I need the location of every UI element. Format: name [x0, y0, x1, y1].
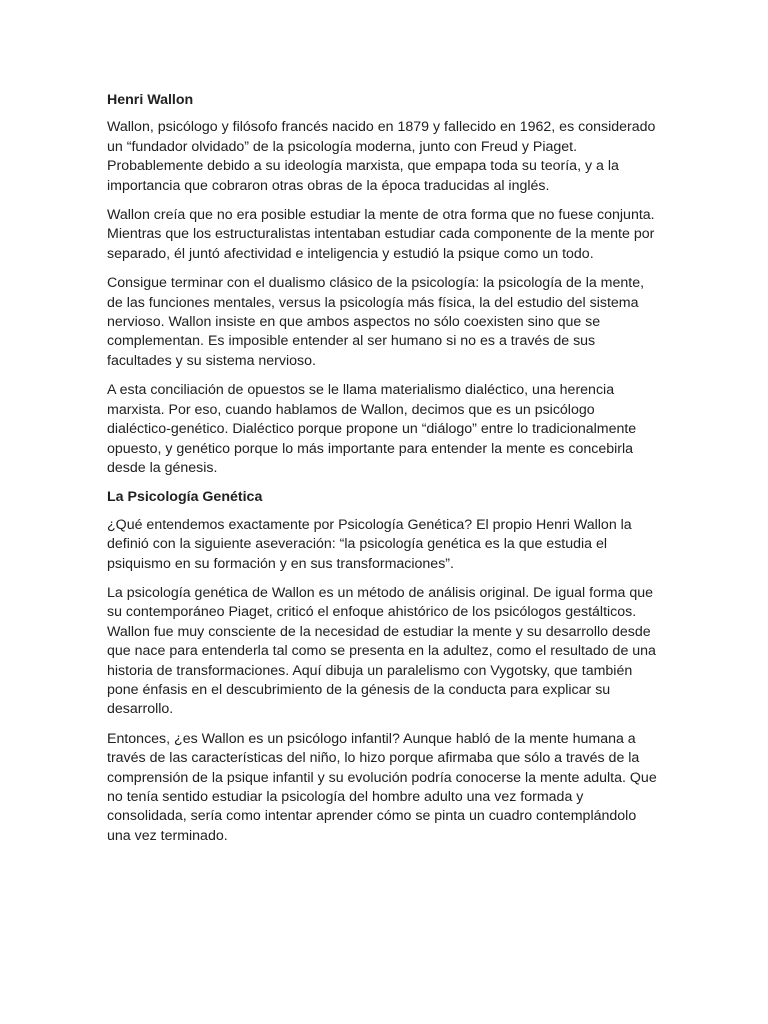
paragraph: Entonces, ¿es Wallon es un psicólogo infantil? Aunque habló de la mente humana a través de las características del niño, lo hizo porque afirmaba que sólo a través de la comprensión de la psique infantil y su evolución podría conocerse la mente adulta. Que no tenía sentido estudiar la psicología del hombre adulto una vez formada y consolidada, sería como intentar aprender cómo se pinta un cuadro contemplándolo una vez terminado.: [107, 730, 657, 844]
paragraph: A esta conciliación de opuestos se le llama materialismo dialéctico, una herencia marxista. Por eso, cuando hablamos de Wallon, decimos que es un psicólogo dialéctico-genético. Dialéctico porque propone un “diálogo” entre lo tradicionalmente opuesto, y genético porque lo más importante para entender la mente es concebirla desde la génesis.: [107, 382, 637, 476]
document-page: [107, 91, 657, 856]
paragraph: Wallon, psicólogo y filósofo francés nacido en 1879 y fallecido en 1962, es considerado un “fundador olvidado” de la psicología moderna, junto con Freud y Piaget. Probablemente debido a su ideología marxista, que empapa toda su teoría, y a la importancia que cobraron otras obras de la época traducidas al inglés.: [107, 119, 656, 194]
section-heading-henri-wallon: Henri Wallon: [107, 92, 194, 108]
section-heading-psicologia-genetica: La Psicología Genética: [107, 489, 263, 506]
paragraph: Wallon creía que no era posible estudiar la mente de otra forma que no fuese conjunta. Mientras que los estructuralistas intentaban estudiar cada componente de la mente por separado, él juntó afectividad e inteligencia y estudió la psique como un todo.: [107, 207, 655, 262]
paragraph: Consigue terminar con el dualismo clásico de la psicología: la psicología de la mente, de las funciones mentales, versus la psicología más física, la del estudio del sistema nervioso. Wallon insiste en que ambos aspectos no sólo coexisten sino que se complementan. Es imposible entender al ser humano si no es a través de sus facultades y su sistema nervioso.: [107, 275, 645, 369]
paragraph: La psicología genética de Wallon es un método de análisis original. De igual forma que su contemporáneo Piaget, criticó el enfoque ahistórico de los psicólogos gestálticos. Wallon fue muy consciente de la necesidad de estudiar la mente y su desarrollo desde que nace para entenderla tal como se presenta en la adultez, como el resultado de una historia de transformaciones. Aquí dibuja un paralelismo con Vygotsky, que también pone énfasis en el descubrimiento de la génesis de la conducta para explicar su desarrollo.: [107, 584, 656, 718]
paragraph: ¿Qué entendemos exactamente por Psicología Genética? El propio Henri Wallon la definió con la siguiente aseveración: “la psicología genética es la que estudia el psiquismo en su formación y en sus transformaciones”.: [107, 516, 632, 572]
